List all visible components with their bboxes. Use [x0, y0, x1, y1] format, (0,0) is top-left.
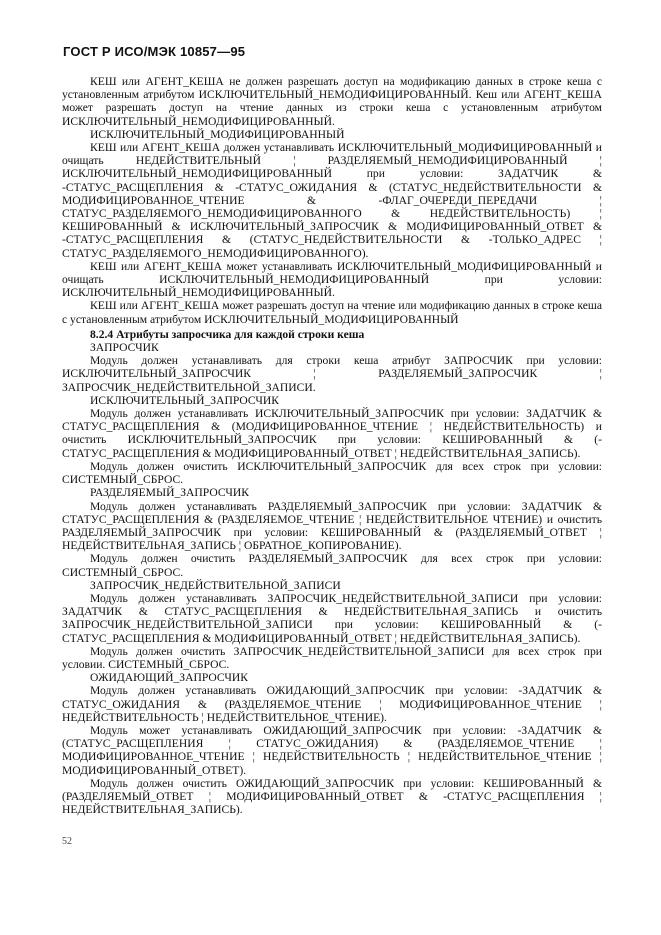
paragraph: Модуль может устанавливать ОЖИДАЮЩИЙ_ЗАПРОСЧИК при условии: -ЗАДАТЧИК & (СТАТУС_РАСЩЕПЛЕНИЯ ¦ СТАТУС_ОЖИДАНИЯ) & (РАЗДЕЛЯЕМОЕ_ЧТЕНИЕ ¦ МОДИФИЦИРОВАННОЕ_ЧТЕНИЕ ¦ НЕДЕЙСТВИТЕЛЬНОСТЬ ¦ НЕДЕЙСТВИТЕЛЬНОЕ_ЧТЕНИЕ ¦ МОДИФИЦИРОВАННЫЙ_ОТВЕТ).: [62, 723, 602, 777]
document-body: [62, 75, 602, 816]
paragraph: Модуль должен устанавливать для строки кеша атрибут ЗАПРОСЧИК при условии: ИСКЛЮЧИТЕЛЬНЫЙ_ЗАПРОСЧИК ¦ РАЗДЕЛЯЕМЫЙ_ЗАПРОСЧИК ¦ ЗАПРОСЧИК_НЕДЕЙСТВИТЕЛЬНОЙ_ЗАПИСИ.: [62, 354, 602, 394]
paragraph: Модуль должен очистить ЗАПРОСЧИК_НЕДЕЙСТВИТЕЛЬНОЙ_ЗАПИСИ для всех строк при условии. СИСТЕМНЫЙ_СБРОС.: [62, 644, 602, 671]
paragraph: Модуль должен устанавливать РАЗДЕЛЯЕМЫЙ_ЗАПРОСЧИК при условии: ЗАДАТЧИК & СТАТУС_РАСЩЕПЛЕНИЯ & (РАЗДЕЛЯЕМОЕ_ЧТЕНИЕ ¦ НЕДЕЙСТВИТЕЛЬНОЕ ЧТЕНИЕ) и очистить РАЗДЕЛЯЕМЫЙ_ЗАПРОСЧИК при условии: КЕШИРОВАННЫЙ & (РАЗДЕЛЯЕМЫЙ_ОТВЕТ ¦ НЕДЕЙСТВИТЕЛЬНАЯ_ЗАПИСЬ ¦ ОБРАТНОЕ_КОПИРОВАНИЕ).: [62, 499, 602, 553]
page-header: ГОСТ Р ИСО/МЭК 10857—95: [63, 44, 246, 59]
section-heading-text: 8.2.4 Атрибуты запросчика для каждой строки кеша: [90, 327, 365, 341]
paragraph: Модуль должен очистить ОЖИДАЮЩИЙ_ЗАПРОСЧИК при условии: КЕШИРОВАННЫЙ & (РАЗДЕЛЯЕМЫЙ_ОТВЕТ ¦ МОДИФИЦИРОВАННЫЙ_ОТВЕТ & -СТАТУС_РАСЩЕПЛЕНИЯ ¦ НЕДЕЙСТВИТЕЛЬНАЯ_ЗАПИСЬ).: [62, 776, 602, 817]
term-heading: ЗАПРОСЧИК: [90, 341, 159, 355]
term-heading: РАЗДЕЛЯЕМЫЙ_ЗАПРОСЧИК: [90, 486, 249, 500]
term-heading: ИСКЛЮЧИТЕЛЬНЫЙ_ЗАПРОСЧИК: [90, 393, 280, 407]
paragraph: КЕШ или АГЕНТ_КЕША должен устанавливать ИСКЛЮЧИТЕЛЬНЫЙ_МОДИФИЦИРОВАННЫЙ и очищать НЕДЕЙСТВИТЕЛЬНЫЙ ¦ РАЗДЕЛЯЕМЫЙ_НЕМОДИФИЦИРОВАННЫЙ ¦ ИСКЛЮЧИТЕЛЬНЫЙ_НЕМОДИФИЦИРОВАННЫЙ при условии: ЗАДАТЧИК & -СТАТУС_РАСЩЕПЛЕНИЯ & -СТАТУС_ОЖИДАНИЯ & (СТАТУС_НЕДЕЙСТВИТЕЛЬНОСТИ & МОДИФИЦИРОВАННОЕ_ЧТЕНИЕ & -ФЛАГ_ОЧЕРЕДИ_ПЕРЕДАЧИ ¦ СТАТУС_РАЗДЕЛЯЕМОГО_НЕМОДИФИЦИРОВАННОГО & НЕДЕЙСТВИТЕЛЬНОСТЬ) ¦ КЕШИРОВАННЫЙ & ИСКЛЮЧИТЕЛЬНЫЙ_ЗАПРОСЧИК & МОДИФИЦИРОВАННЫЙ_ОТВЕТ & -СТАТУС_РАСЩЕПЛЕНИЯ & (СТАТУС_НЕДЕЙСТВИТЕЛЬНОСТИ & -ТОЛЬКО_АДРЕС ¦ СТАТУС_РАЗДЕЛЯЕМОГО_НЕМОДИФИЦИРОВАННОГО).: [62, 141, 602, 260]
paragraph: КЕШ или АГЕНТ_КЕША может разрешать доступ на чтение или модификацию данных в строке кеша с установленным атрибутом ИСКЛЮЧИТЕЛЬНЫЙ_МОДИФИЦИРОВАННЫЙ: [62, 299, 602, 326]
paragraph: Модуль должен устанавливать ОЖИДАЮЩИЙ_ЗАПРОСЧИК при условии: -ЗАДАТЧИК & СТАТУС_ОЖИДАНИЯ & (РАЗДЕЛЯЕМОЕ_ЧТЕНИЕ ¦ МОДИФИЦИРОВАННОЕ_ЧТЕНИЕ ¦ НЕДЕЙСТВИТЕЛЬНОСТЬ ¦ НЕДЕЙСТВИТЕЛЬНОЕ_ЧТЕНИЕ).: [62, 684, 602, 724]
paragraph: Модуль должен очистить РАЗДЕЛЯЕМЫЙ_ЗАПРОСЧИК для всех строк при условии: СИСТЕМНЫЙ_СБРОС.: [62, 552, 602, 579]
term-heading: ОЖИДАЮЩИЙ_ЗАПРОСЧИК: [90, 671, 249, 685]
page-number: 52: [62, 836, 72, 847]
paragraph: Модуль должен устанавливать ИСКЛЮЧИТЕЛЬНЫЙ_ЗАПРОСЧИК при условии: ЗАДАТЧИК & СТАТУС_РАСЩЕПЛЕНИЯ & (МОДИФИЦИРОВАННОЕ_ЧТЕНИЕ ¦ НЕДЕЙСТВИТЕЛЬНОСТЬ) и очистить ИСКЛЮЧИТЕЛЬНЫЙ_ЗАПРОСЧИК при условии: КЕШИРОВАННЫЙ & (-СТАТУС_РАСЩЕПЛЕНИЯ & МОДИФИЦИРОВАННЫЙ_ОТВЕТ ¦ НЕДЕЙСТВИТЕЛЬНАЯ_ЗАПИСЬ).: [62, 407, 602, 460]
paragraph: Модуль должен устанавливать ЗАПРОСЧИК_НЕДЕЙСТВИТЕЛЬНОЙ_ЗАПИСИ при условии: ЗАДАТЧИК & СТАТУС_РАСЩЕПЛЕНИЯ & НЕДЕЙСТВИТЕЛЬНАЯ_ЗАПИСЬ и очистить ЗАПРОСЧИК_НЕДЕЙСТВИТЕЛЬНОЙ_ЗАПИСИ при условии: КЕШИРОВАННЫЙ & (-СТАТУС_РАСЩЕПЛЕНИЯ & МОДИФИЦИРОВАННЫЙ_ОТВЕТ ¦ НЕДЕЙСТВИТЕЛЬНАЯ_ЗАПИСЬ).: [62, 591, 602, 645]
paragraph: КЕШ или АГЕНТ_КЕША может устанавливать ИСКЛЮЧИТЕЛЬНЫЙ_МОДИФИЦИРОВАННЫЙ и очищать ИСКЛЮЧИТЕЛЬНЫЙ_НЕМОДИФИЦИРОВАННЫЙ при условии: ИСКЛЮЧИТЕЛЬНЫЙ_НЕМОДИФИЦИРОВАННЫЙ.: [62, 259, 602, 300]
paragraph: Модуль должен очистить ИСКЛЮЧИТЕЛЬНЫЙ_ЗАПРОСЧИК для всех строк при условии: СИСТЕМНЫЙ_СБРОС.: [62, 459, 602, 487]
term-heading: ИСКЛЮЧИТЕЛЬНЫЙ_МОДИФИЦИРОВАННЫЙ: [90, 127, 345, 141]
term-heading: ЗАПРОСЧИК_НЕДЕЙСТВИТЕЛЬНОЙ_ЗАПИСИ: [90, 578, 341, 592]
section-heading: [62, 328, 602, 341]
paragraph: КЕШ или АГЕНТ_КЕША не должен разрешать доступ на модификацию данных в строке кеша с установленным атрибутом ИСКЛЮЧИТЕЛЬНЫЙ_НЕМОДИФИЦИРОВАННЫЙ. Кеш или АГЕНТ_КЕША может разрешать доступ на чтение данных из строки кеша с установленным атрибутом ИСКЛЮЧИТЕЛЬНЫЙ_НЕМОДИФИЦИРОВАННЫЙ.: [62, 75, 602, 128]
